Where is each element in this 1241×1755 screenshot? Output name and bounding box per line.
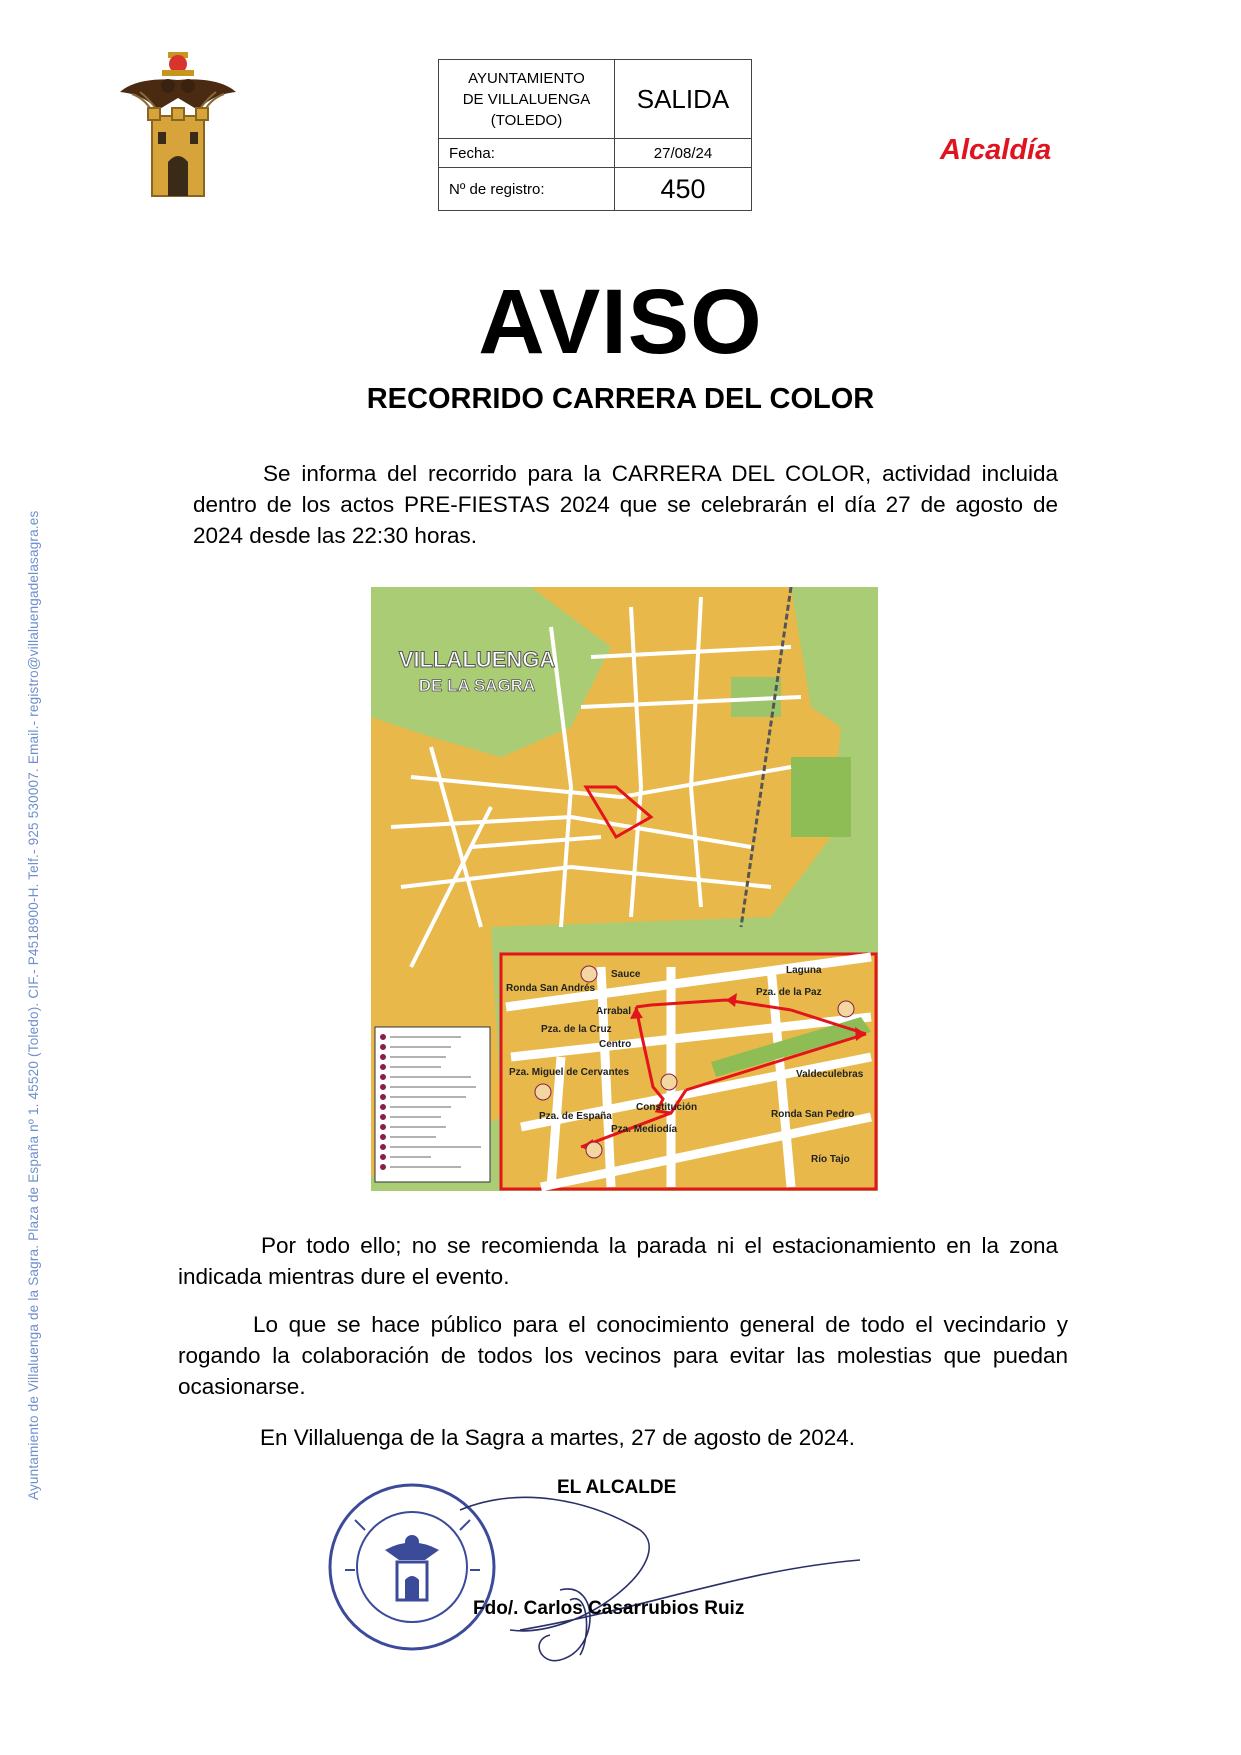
map-label-valdeculebras: Valdeculebras: [796, 1069, 864, 1080]
department-label: Alcaldía: [940, 134, 1052, 166]
map-label-ronda-san-andres: Ronda San Andrés: [506, 983, 596, 994]
handwritten-signature: [440, 1490, 880, 1670]
signer-name: Fdo/. Carlos Casarrubios Ruiz: [473, 1598, 745, 1619]
map-label-pza-miguel: Pza. Miguel de Cervantes: [509, 1067, 630, 1078]
map-legend: [375, 1027, 490, 1182]
map-label-pza-espana: Pza. de España: [539, 1111, 612, 1122]
registry-date-value: 27/08/24: [615, 139, 752, 168]
side-contact-text: Ayuntamiento de Villaluenga de la Sagra. Plaza de España nº 1. 45520 (Toledo). CIF.- P4518900-H. Telf.- 925 530007. Email.- registro@villaluengadelasagra.es: [26, 510, 41, 1500]
registry-stamp-table: [438, 59, 752, 211]
registry-date-label: Fecha:: [439, 139, 615, 168]
page-title: AVISO: [478, 271, 763, 373]
map-label-pza-mediodia: Pza. Mediodía: [611, 1124, 678, 1135]
map-label-sauce: Sauce: [611, 969, 641, 980]
map-title-line-1: VILLALUENGA: [398, 647, 556, 672]
map-label-pza-paz: Pza. de la Paz: [756, 987, 822, 998]
map-label-constitucion: Constitución: [636, 1102, 698, 1113]
map-label-rio-tajo: Río Tajo: [811, 1154, 850, 1165]
route-map: [371, 587, 878, 1191]
registry-number-value: 450: [615, 168, 752, 211]
page-subtitle: RECORRIDO CARRERA DEL COLOR: [366, 383, 875, 415]
registry-org-line-1: AYUNTAMIENTO: [468, 69, 585, 87]
map-label-arrabal: Arrabal: [596, 1006, 632, 1017]
registry-org-line-2: DE VILLALUENGA: [462, 90, 591, 108]
municipal-crest-icon: [118, 50, 238, 198]
map-park-2: [791, 757, 851, 837]
place-date-line: En Villaluenga de la Sagra a martes, 27 de agosto de 2024.: [260, 1425, 856, 1450]
intro-paragraph: Se informa del recorrido para la CARRERA DEL COLOR, actividad incluida dentro de los actos PRE-FIESTAS 2024 que se celebrarán el día 27 de agosto de 2024 desde las 22:30 horas.: [193, 461, 1058, 548]
registry-organization: [439, 60, 615, 139]
map-label-laguna: Laguna: [786, 965, 822, 976]
map-title-line-2: DE LA SAGRA: [418, 676, 536, 695]
registry-org-line-3: (TOLEDO): [490, 111, 563, 129]
map-label-pza-cruz: Pza. de la Cruz: [541, 1024, 612, 1035]
parking-paragraph: Por todo ello; no se recomienda la parada ni el estacionamiento en la zona indicada mientras dure el evento.: [178, 1233, 1058, 1289]
map-label-ronda-san-pedro: Ronda San Pedro: [771, 1109, 855, 1120]
registry-type: SALIDA: [615, 60, 752, 139]
map-label-centro: Centro: [599, 1039, 632, 1050]
public-notice-paragraph: Lo que se hace público para el conocimiento general de todo el vecindario y rogando la colaboración de todos los vecinos para evitar las molestias que puedan ocasionarse.: [178, 1312, 1068, 1399]
signer-role: EL ALCALDE: [557, 1477, 677, 1498]
registry-number-label: Nº de registro:: [439, 168, 615, 211]
